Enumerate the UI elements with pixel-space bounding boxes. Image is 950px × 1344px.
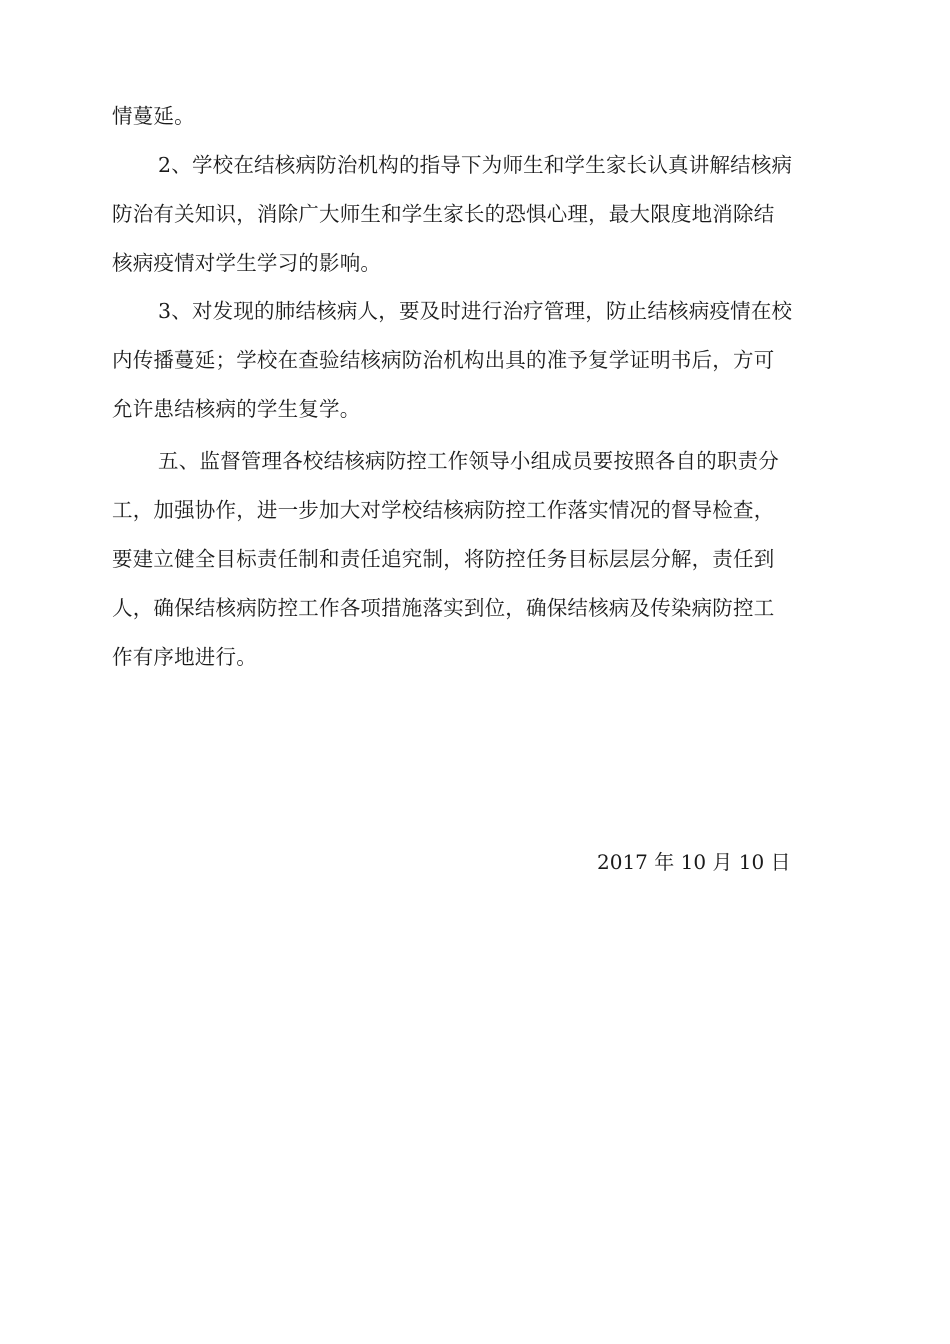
- paragraph-line: 作有序地进行。: [112, 645, 257, 669]
- paragraph-line: 五、监督管理各校结核病防控工作领导小组成员要按照各自的职责分: [158, 449, 779, 473]
- document-date: 2017 年 10 月 10 日: [597, 850, 791, 874]
- paragraph-line: 允许患结核病的学生复学。: [112, 397, 361, 421]
- paragraph-line: 情蔓延。: [112, 104, 195, 128]
- paragraph-line: 工，加强协作，进一步加大对学校结核病防控工作落实情况的督导检查，: [112, 498, 775, 522]
- paragraph-line: 防治有关知识，消除广大师生和学生家长的恐惧心理，最大限度地消除结: [112, 202, 775, 226]
- paragraph-line: 人，确保结核病防控工作各项措施落实到位，确保结核病及传染病防控工: [112, 596, 775, 620]
- paragraph-line: 2、学校在结核病防治机构的指导下为师生和学生家长认真讲解结核病: [158, 153, 793, 177]
- paragraph-line: 要建立健全目标责任制和责任追究制，将防控任务目标层层分解，责任到: [112, 547, 775, 571]
- paragraph-line: 3、对发现的肺结核病人，要及时进行治疗管理，防止结核病疫情在校: [158, 299, 793, 323]
- paragraph-line: 核病疫情对学生学习的影响。: [112, 251, 382, 275]
- paragraph-line: 内传播蔓延；学校在查验结核病防治机构出具的准予复学证明书后，方可: [112, 348, 775, 372]
